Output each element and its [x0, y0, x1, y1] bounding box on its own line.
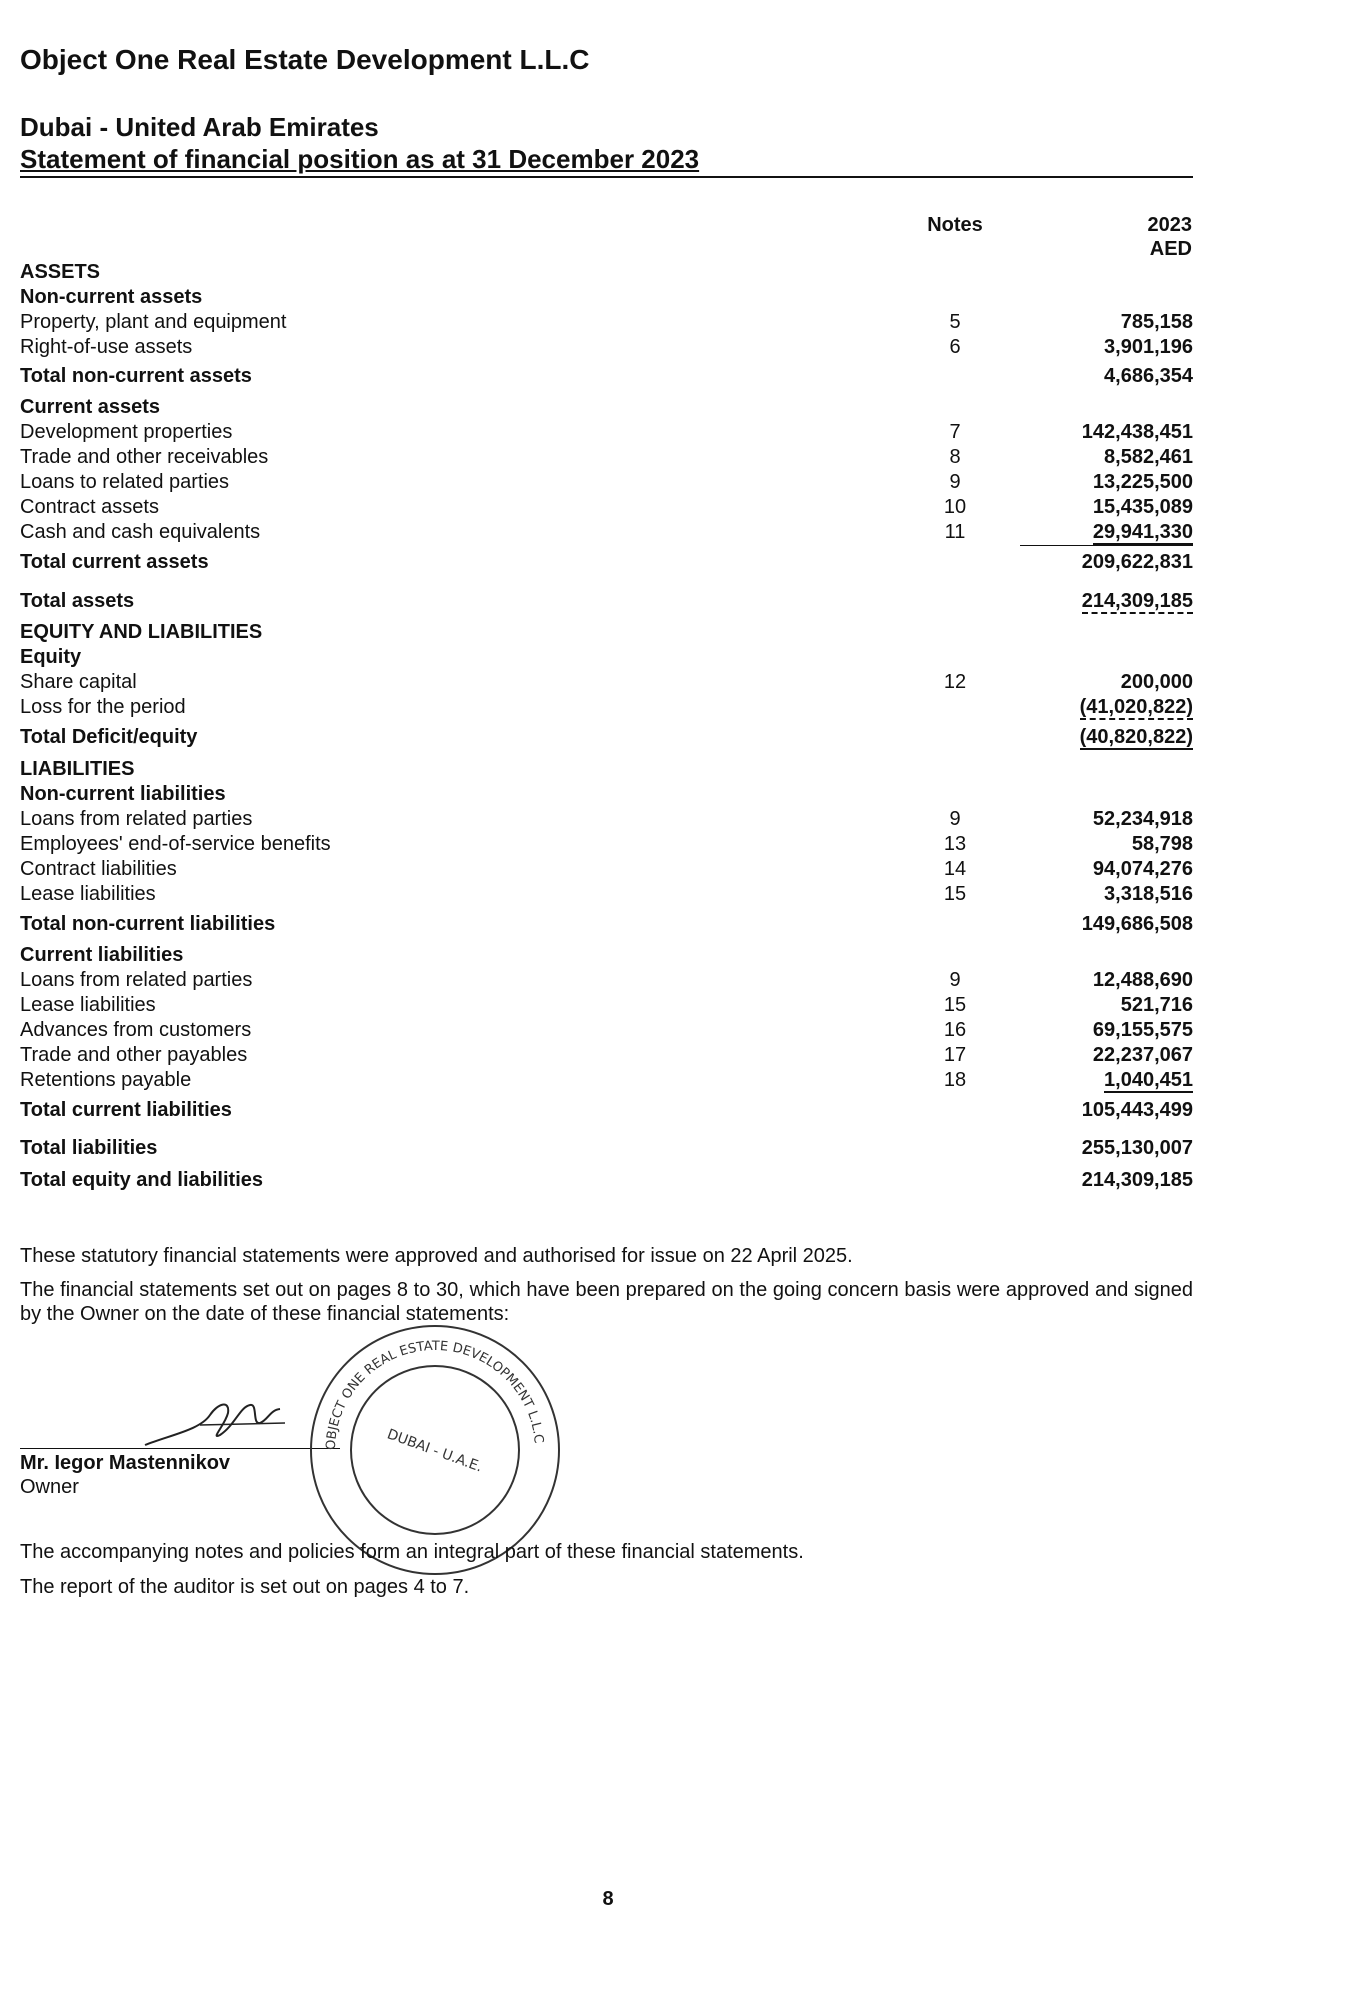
row-label: EQUITY AND LIABILITIES: [20, 621, 263, 643]
row-note: 9: [949, 808, 961, 830]
row-note: 15: [943, 883, 967, 905]
row-value: [993, 310, 1193, 334]
row-value: [993, 807, 1193, 831]
row-value: [993, 882, 1193, 906]
row-note: 9: [949, 969, 961, 991]
table-row: [20, 695, 1193, 719]
row-label: Total assets: [20, 590, 135, 612]
table-row: [20, 620, 1193, 644]
row-label: ASSETS: [20, 261, 101, 283]
row-label: Trade and other payables: [20, 1044, 248, 1066]
row-label: Current liabilities: [20, 944, 184, 966]
company-name: Object One Real Estate Development L.L.C: [20, 44, 590, 75]
row-note: 13: [943, 833, 967, 855]
signatory-title: Owner: [20, 1476, 79, 1498]
table-row: [20, 1168, 1193, 1192]
row-label: Total Deficit/equity: [20, 726, 198, 748]
row-note: 5: [949, 311, 961, 333]
row-value: [993, 1043, 1193, 1067]
row-value: [993, 364, 1193, 388]
row-note: 7: [949, 421, 961, 443]
stamp-center-text: DUBAI - U.A.E.: [384, 1426, 485, 1476]
row-note: 11: [944, 521, 966, 543]
row-label: Total current assets: [20, 551, 209, 573]
statement-title: Statement of financial position as at 31 December 2023: [20, 144, 700, 174]
table-row: [20, 1098, 1193, 1122]
row-value: [993, 1098, 1193, 1122]
row-label: Total current liabilities: [20, 1099, 232, 1121]
table-row: [20, 495, 1193, 519]
row-label: Current assets: [20, 396, 161, 418]
row-label: Share capital: [20, 671, 137, 693]
signature-icon: [140, 1395, 290, 1455]
row-value: [993, 1136, 1193, 1160]
row-label: Contract assets: [20, 496, 159, 518]
row-value: [993, 1068, 1193, 1092]
table-row: [20, 857, 1193, 881]
row-note: 8: [949, 446, 961, 468]
row-value-text: 3,901,196: [1104, 336, 1193, 358]
row-label: LIABILITIES: [20, 758, 135, 780]
signature-line: [20, 1448, 340, 1449]
table-row: [20, 1068, 1193, 1092]
row-value-text: 12,488,690: [1092, 969, 1193, 991]
row-note: 15: [943, 994, 967, 1016]
row-label: Total non-current assets: [20, 365, 252, 387]
row-value: [993, 832, 1193, 856]
row-label: Retentions payable: [20, 1069, 192, 1091]
row-label: Development properties: [20, 421, 233, 443]
table-row: [20, 310, 1193, 334]
row-value-text: 1,040,451: [1104, 1069, 1193, 1091]
row-value-text: 8,582,461: [1104, 446, 1193, 468]
row-value-text: 521,716: [1120, 994, 1193, 1016]
row-value: [993, 670, 1193, 694]
row-value-text: 105,443,499: [1081, 1099, 1193, 1121]
table-row: [20, 968, 1193, 992]
approval-statement: These statutory financial statements were approved and authorised for issue on 22 April 2025.: [20, 1245, 853, 1267]
row-value: [993, 912, 1193, 936]
table-row: [20, 550, 1193, 574]
row-value: [993, 993, 1193, 1017]
row-label: Property, plant and equipment: [20, 311, 287, 333]
table-row: [20, 520, 1193, 544]
row-value: [993, 695, 1193, 719]
row-value-text: 785,158: [1120, 311, 1193, 333]
row-value-text: 149,686,508: [1081, 913, 1193, 935]
row-note: 10: [943, 496, 967, 518]
table-row: [20, 1043, 1193, 1067]
row-label: Non-current assets: [20, 286, 203, 308]
row-note: 6: [949, 336, 961, 358]
row-note: 9: [949, 471, 961, 493]
row-label: Lease liabilities: [20, 994, 156, 1016]
row-value-text: 214,309,185: [1081, 1169, 1193, 1191]
row-value-text: 58,798: [1131, 833, 1193, 855]
row-value: [993, 495, 1193, 519]
row-value-text: 15,435,089: [1092, 496, 1193, 518]
row-value: [993, 520, 1193, 544]
row-value: [993, 420, 1193, 444]
header-rule: [20, 176, 1193, 178]
row-note: 12: [943, 671, 967, 693]
table-row: [20, 1018, 1193, 1042]
currency-column-header: AED: [1149, 238, 1192, 260]
row-label: Advances from customers: [20, 1019, 252, 1041]
table-row: [20, 807, 1193, 831]
row-value-text: 3,318,516: [1104, 883, 1193, 905]
row-note: 17: [943, 1044, 967, 1066]
table-row: [20, 420, 1193, 444]
row-value-text: 94,074,276: [1092, 858, 1193, 880]
table-row: [20, 670, 1193, 694]
row-value: [993, 335, 1193, 359]
row-note: 18: [943, 1069, 967, 1091]
row-value-text: 22,237,067: [1092, 1044, 1193, 1066]
row-label: Trade and other receivables: [20, 446, 269, 468]
row-value-text: (40,820,822): [1079, 726, 1193, 748]
auditor-statement: The report of the auditor is set out on pages 4 to 7.: [20, 1576, 470, 1598]
row-value: [993, 968, 1193, 992]
notes-column-header: Notes: [927, 214, 983, 236]
table-row: [20, 882, 1193, 906]
row-value: [993, 589, 1193, 613]
table-row: [20, 782, 1193, 806]
row-value-text: 13,225,500: [1092, 471, 1193, 493]
row-value: [993, 550, 1193, 574]
row-label: Lease liabilities: [20, 883, 156, 905]
table-row: [20, 260, 1193, 284]
stamp-ring-text: OBJECT ONE REAL ESTATE DEVELOPMENT L.L.C: [323, 1338, 546, 1451]
table-row: [20, 445, 1193, 469]
row-label: Loans from related parties: [20, 969, 253, 991]
table-row: [20, 395, 1193, 419]
table-row: [20, 993, 1193, 1017]
row-value-text: 209,622,831: [1081, 551, 1193, 573]
row-value-text: (41,020,822): [1079, 696, 1193, 718]
table-row: [20, 285, 1193, 309]
row-value: [993, 1018, 1193, 1042]
row-value-text: 142,438,451: [1081, 421, 1193, 443]
table-row: [20, 832, 1193, 856]
row-note: 16: [943, 1019, 967, 1041]
row-label: Right-of-use assets: [20, 336, 193, 358]
row-value: [993, 470, 1193, 494]
row-label: Loss for the period: [20, 696, 186, 718]
approval-signing-statement: The financial statements set out on pages 8 to 30, which have been prepared on the going concern basis were approved and signed by the Owner on the date of these financial statements:: [20, 1279, 1193, 1325]
row-value-text: 200,000: [1120, 671, 1193, 693]
row-label: Total non-current liabilities: [20, 913, 276, 935]
row-label: Cash and cash equivalents: [20, 521, 261, 543]
row-note: 14: [943, 858, 967, 880]
row-value-text: 4,686,354: [1104, 365, 1193, 387]
table-row: [20, 912, 1193, 936]
row-value: [993, 857, 1193, 881]
table-row: [20, 943, 1193, 967]
table-row: [20, 725, 1193, 749]
row-value: [993, 445, 1193, 469]
row-value: [993, 725, 1193, 749]
table-row: [20, 335, 1193, 359]
company-location: Dubai - United Arab Emirates: [20, 112, 379, 142]
svg-text:OBJECT ONE REAL ESTATE DEVELOP: [324, 1339, 546, 1450]
year-column-header: 2023: [1147, 214, 1192, 236]
table-row: [20, 757, 1193, 781]
row-value-text: 52,234,918: [1092, 808, 1193, 830]
row-label: Total equity and liabilities: [20, 1169, 263, 1191]
row-value-text: 255,130,007: [1081, 1137, 1193, 1159]
table-row: [20, 1136, 1193, 1160]
table-row: [20, 470, 1193, 494]
row-label: Loans to related parties: [20, 471, 230, 493]
row-value-text: 69,155,575: [1092, 1019, 1193, 1041]
row-value-text: 29,941,330: [1092, 521, 1193, 543]
notes-statement: The accompanying notes and policies form an integral part of these financial statements.: [20, 1541, 804, 1563]
row-label: Contract liabilities: [20, 858, 177, 880]
row-label: Non-current liabilities: [20, 783, 226, 805]
table-row: [20, 645, 1193, 669]
row-label: Equity: [20, 646, 82, 668]
row-label: Loans from related parties: [20, 808, 253, 830]
row-value: [993, 1168, 1193, 1192]
table-row: [20, 589, 1193, 613]
row-label: Employees' end-of-service benefits: [20, 833, 331, 855]
signatory-name: Mr. Iegor Mastennikov: [20, 1452, 231, 1474]
page-number: 8: [602, 1888, 614, 1910]
row-value-text: 214,309,185: [1081, 590, 1193, 612]
subtotal-rule: [1020, 545, 1193, 546]
row-label: Total liabilities: [20, 1137, 158, 1159]
table-row: [20, 364, 1193, 388]
